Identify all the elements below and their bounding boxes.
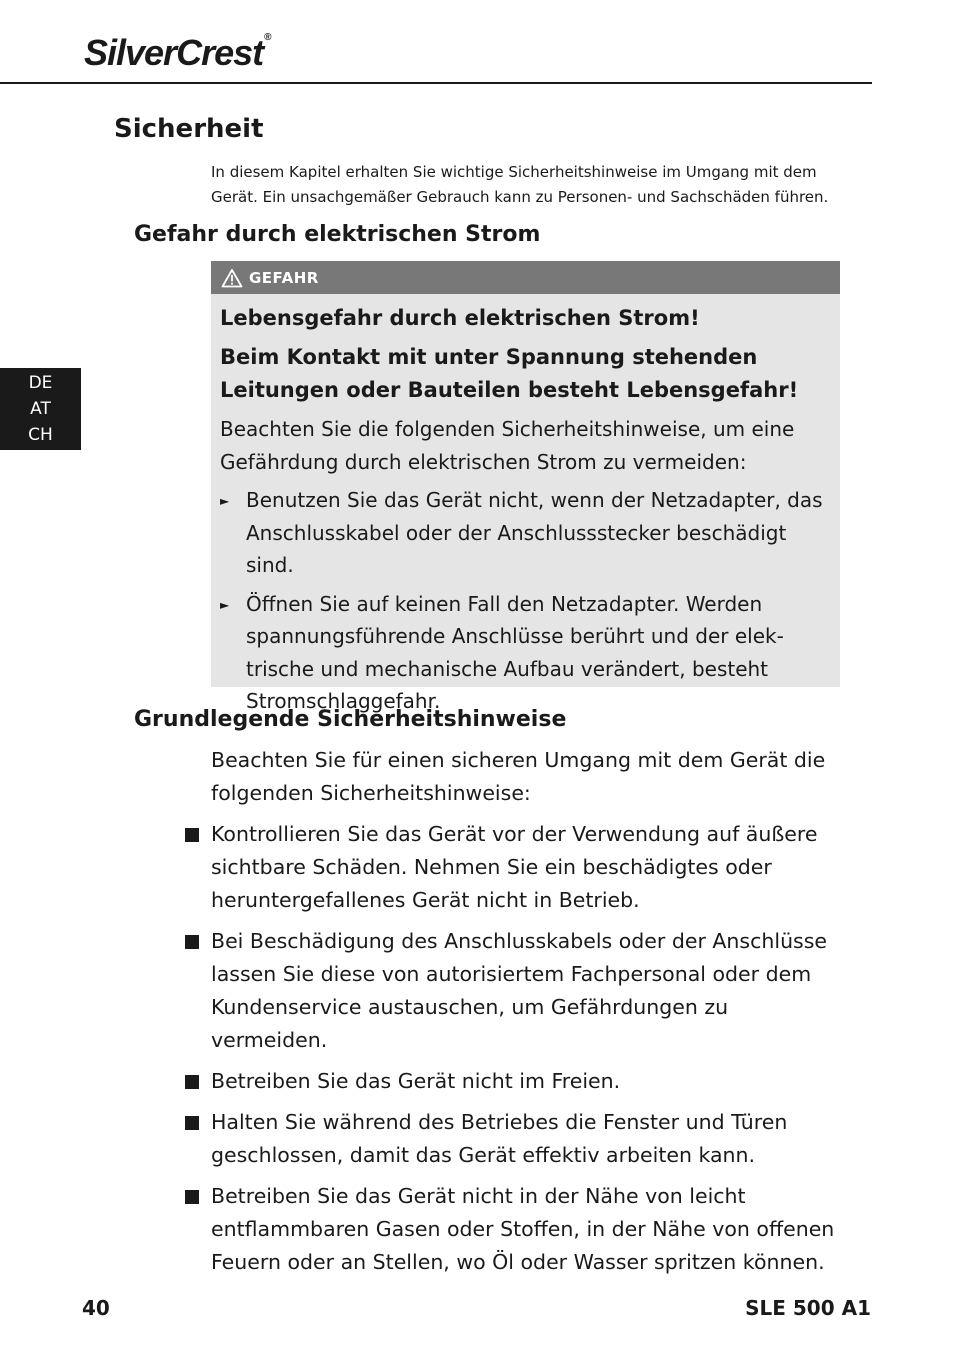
language-at: AT — [30, 399, 51, 419]
square-bullet-icon — [183, 925, 211, 1057]
warning-text: Beachten Sie die folgenden Sicherheitshinweise, um eine Gefährdung durch elektrischen Strom zu vermeiden: — [220, 417, 795, 474]
list-item: Betreiben Sie das Gerät nicht in der Nähe von leicht entflammbaren Gasen oder Stoffen, in der Nähe von offenen Feuern oder an Stellen, wo Öl oder Wasser spritzen können. — [183, 1180, 843, 1279]
basic-safety-intro: Beachten Sie für einen sicheren Umgang mit dem Gerät die folgenden Sicherheitshinweise: — [211, 748, 826, 805]
warning-subtitle: Beim Kontakt mit unter Spannung stehenden Leitungen oder Bauteilen besteht Lebensgefahr! — [220, 345, 799, 402]
header-divider — [0, 82, 872, 84]
arrow-bullet-icon: ► — [220, 494, 230, 508]
warning-label: GEFAHR — [249, 268, 319, 287]
model-number: SLE 500 A1 — [745, 1296, 871, 1320]
brand-logo: SilverCrest® — [84, 32, 271, 73]
language-tab — [0, 368, 81, 450]
list-item: Bei Beschädigung des Anschlusskabels oder der Anschlüsse lassen Sie diese von autorisiertem Fachpersonal oder dem Kundenservice austauschen, um Gefährdungen zu vermeiden. — [183, 925, 843, 1057]
list-item: Halten Sie während des Betriebes die Fenster und Türen geschlossen, damit das Gerät effektiv arbeiten kann. — [183, 1106, 843, 1172]
square-bullet-icon — [183, 1180, 211, 1279]
list-item: Betreiben Sie das Gerät nicht im Freien. — [183, 1065, 843, 1098]
square-bullet-icon — [183, 1065, 211, 1098]
arrow-bullet-icon: ► — [220, 597, 230, 612]
danger-warning-box — [211, 261, 840, 713]
warning-triangle-icon — [221, 268, 243, 288]
chapter-intro: In diesem Kapitel erhalten Sie wichtige Sicherheitshinweise im Umgang mit dem Gerät. Ein unsachgemäßer Gebrauch kann zu Personen- und Sachschäden führen. — [211, 163, 829, 206]
language-ch: CH — [28, 425, 53, 445]
list-item: Kontrollieren Sie das Gerät vor der Verwendung auf äußere sichtbare Schäden. Nehmen Sie ein beschädigtes oder heruntergefallenes Gerät nicht in Betrieb. — [183, 818, 843, 917]
language-de: DE — [28, 373, 53, 393]
warning-bullet: ► Öffnen Sie auf keinen Fall den Netzadapter. Werden spannungsführende Anschlüsse berührt und der elektrische und mechanische Aufbau verändert, besteht Stromschlaggefahr. — [220, 588, 830, 718]
warning-title: Lebensgefahr durch elektrischen Strom! — [220, 306, 700, 330]
warning-header — [211, 261, 840, 294]
section-heading-basic-safety: Grundlegende Sicherheitshinweise — [134, 707, 567, 732]
square-bullet-icon — [183, 818, 211, 917]
warning-bullet: ► Benutzen Sie das Gerät nicht, wenn der Netzadapter, das Anschlusskabel oder der Anschlussstecker beschädigt sind. — [220, 484, 830, 582]
page-title: Sicherheit — [114, 114, 264, 144]
square-bullet-icon — [183, 1106, 211, 1172]
safety-list — [183, 818, 843, 1287]
section-heading-electric: Gefahr durch elektrischen Strom — [134, 222, 541, 247]
page-number: 40 — [82, 1296, 110, 1320]
